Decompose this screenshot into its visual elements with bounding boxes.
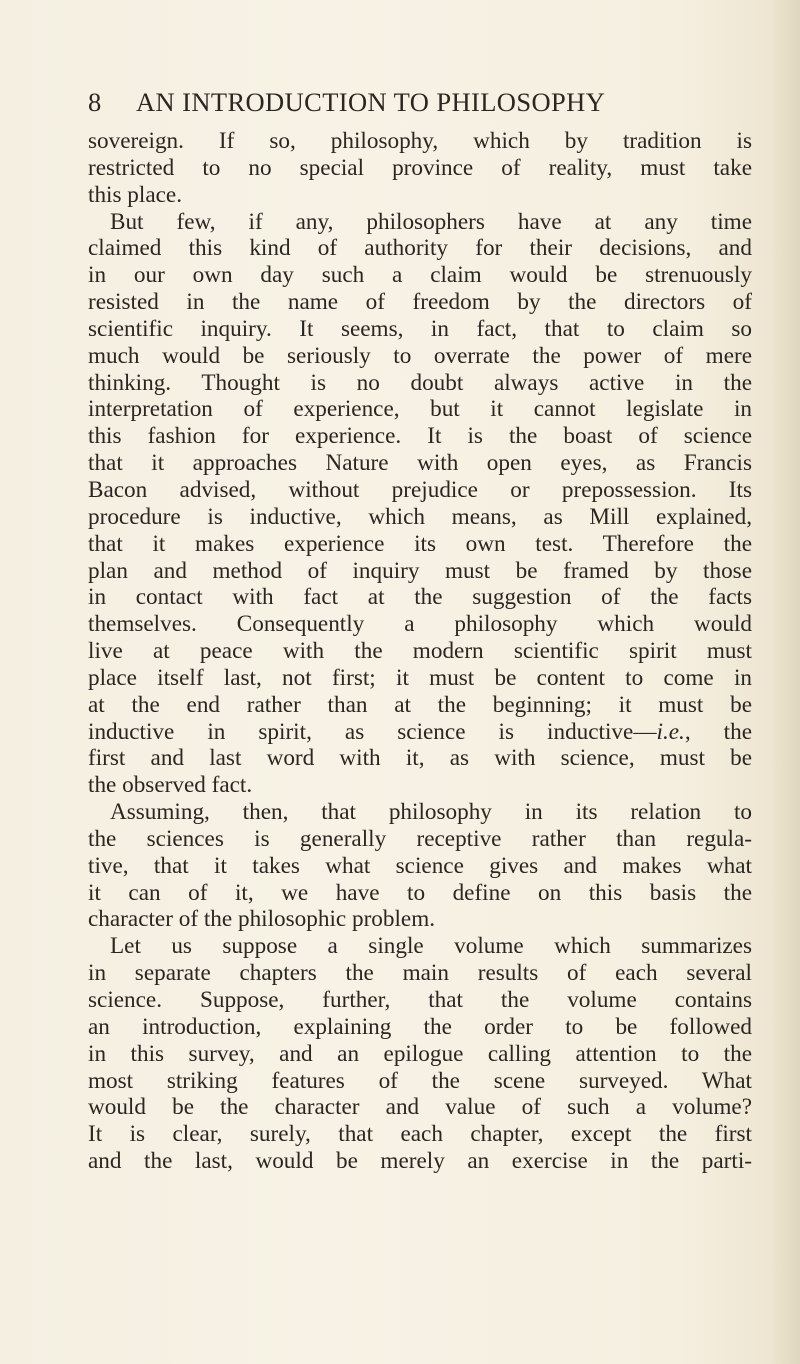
page-edge-shadow [770, 0, 800, 1364]
text-line: live at peace with the modern scientific spirit must [88, 638, 752, 665]
text-line: an introduction, explaining the order to be followed [88, 1013, 752, 1040]
text-line: resisted in the name of freedom by the directors of [88, 289, 752, 316]
text-line: tive, that it takes what science gives and makes what [88, 852, 752, 879]
body-text [88, 128, 752, 1175]
text-line: in contact with fact at the suggestion of the facts [88, 584, 752, 611]
page-number: 8 [88, 87, 102, 117]
text-line: claimed this kind of authority for their decisions, and [88, 235, 752, 262]
italic-abbreviation: i.e. [656, 718, 685, 745]
text-line: Bacon advised, without prejudice or prepossession. Its [88, 476, 752, 503]
text-line: Let us suppose a single volume which summarizes [110, 933, 752, 960]
text-line: restricted to no special province of reality, must take [88, 154, 752, 181]
text-line: would be the character and value of such a volume? [88, 1094, 752, 1121]
text-line: the observed fact. [88, 772, 253, 799]
text-line: in our own day such a claim would be strenuously [88, 262, 752, 289]
text-line: sovereign. If so, philosophy, which by tradition is [88, 128, 752, 154]
text-line: plan and method of inquiry must be framed by those [88, 557, 752, 584]
text-line: in separate chapters the main results of each several [88, 960, 752, 987]
text-line: first and last word with it, as with science, must be [88, 745, 752, 772]
text-line: It is clear, surely, that each chapter, except the first [88, 1121, 752, 1148]
text-line: character of the philosophic problem. [88, 906, 436, 933]
running-header [88, 87, 748, 127]
text-line: at the end rather than at the beginning; it must be [88, 691, 752, 718]
text-line: But few, if any, philosophers have at any time [110, 208, 752, 235]
running-title: AN INTRODUCTION TO PHILOSOPHY [136, 87, 606, 117]
text-line: thinking. Thought is no doubt always active in the [88, 369, 752, 396]
text-line: scientific inquiry. It seems, in fact, that to claim so [88, 315, 752, 342]
text-line: interpretation of experience, but it cannot legislate in [88, 396, 752, 423]
text-line: that it approaches Nature with open eyes, as Francis [88, 450, 752, 477]
text-line: in this survey, and an epilogue calling attention to the [88, 1040, 752, 1067]
text-line: themselves. Consequently a philosophy which would [88, 611, 752, 638]
text-line: place itself last, not first; it must be content to come in [88, 664, 752, 691]
text-line: that it makes experience its own test. Therefore the [88, 530, 752, 557]
text-line: much would be seriously to overrate the power of mere [88, 342, 752, 369]
text-line: the sciences is generally receptive rather than regula- [88, 825, 752, 852]
text-line: this place. [88, 181, 183, 208]
text-line: most striking features of the scene surveyed. What [88, 1067, 752, 1094]
text-line: it can of it, we have to define on this basis the [88, 879, 752, 906]
text-line: this fashion for experience. It is the boast of science [88, 423, 752, 450]
text-line: science. Suppose, further, that the volume contains [88, 987, 752, 1013]
text-line: inductive in spirit, as science is inductive—i.e., the [88, 718, 753, 745]
text-line: and the last, would be merely an exercise in the parti- [88, 1148, 752, 1175]
text-line: procedure is inductive, which means, as Mill explained, [88, 503, 752, 530]
text-line: Assuming, then, that philosophy in its relation to [110, 799, 752, 826]
